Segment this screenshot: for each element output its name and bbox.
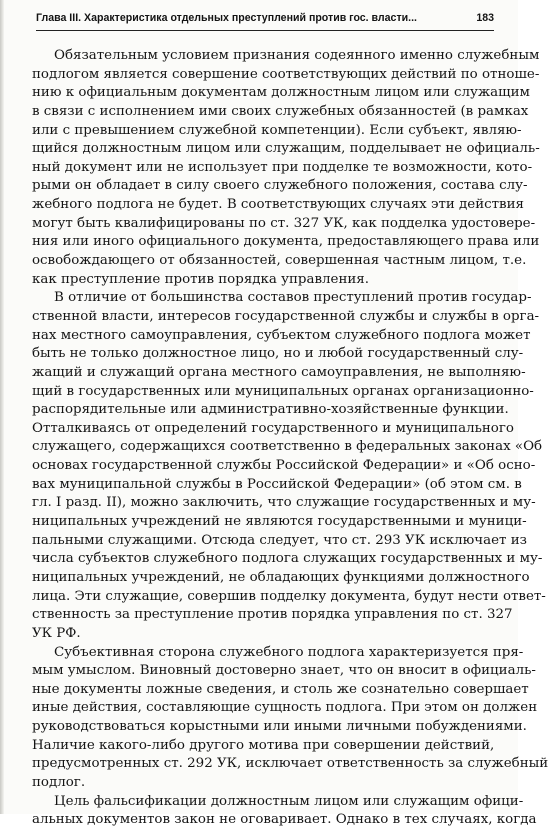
text-line: ниципальных учреждений, не обладающих функциями должностного [32,569,530,585]
text-line: как преступление против порядка управления. [32,271,370,287]
text-line: гл. I разд. II), можно заключить, что служащие государственных и му- [32,495,536,511]
text-line: лица. Эти служащие, совершив подделку документа, будут нести ответ- [32,588,546,604]
text-line: ственность за преступление против порядка управления по ст. 327 [32,607,513,623]
text-line: ные документы ложные сведения, и столь же сознательно совершает [32,681,529,697]
text-line: подлог. [32,774,86,790]
text-line: альных документов закон не оговаривает. Однако в тех случаях, когда [32,812,537,828]
text-line: ния или иного официального документа, предоставляющего права или [32,234,540,250]
text-line: быть не только должностное лицо, но и любой государственный слу- [32,346,524,362]
text-line: Обязательным условием признания содеянного именно служебным [54,48,540,63]
text-line: Субъективная сторона служебного подлога характеризуется пря- [54,644,524,660]
text-line: ниципальных учреждений не являются государственными и муници- [32,514,527,530]
text-line: в связи с исполнением ими своих служебных обязанностей (в рамках [32,103,529,119]
text-line: нах местного самоуправления, субъектом служебного подлога может [32,327,531,343]
chapter-title: Глава III. Характеристика отдельных преступлений против гос. власти... [36,12,417,24]
text-line: служащего, содержащихся соответственно в федеральных законах «Об [32,439,543,455]
text-line: Цель фальсификации должностным лицом или служащим офици- [54,793,524,809]
text-line: жащий и служащий органа местного самоуправления, не выполняю- [32,364,526,380]
text-line: Отталкиваясь от определений государственного и муниципального [32,420,514,436]
text-line: освобождающего от обязанностей, совершенная частным лицом, т.е. [32,253,527,269]
text-line: или с превышением служебной компетенции). Если субъект, являю- [32,122,522,138]
text-line: мым умыслом. Виновный достоверно знает, что он вносит в официаль- [32,663,536,679]
text-line: В отличие от большинства составов преступлений против государ- [54,290,532,306]
running-header [36,10,494,28]
text-line: вах муниципальной службы в Российской Федерации» (об этом см. в [32,476,522,492]
text-line: предусмотренных ст. 292 УК, исключает ответственность за служебный [32,756,548,772]
page-gutter-edge [0,0,4,814]
page-number: 183 [476,12,494,24]
text-line: нию к официальным документам должностным лицом или служащим [32,85,530,101]
text-line: пальными служащими. Отсюда следует, что ст. 293 УК исключает из [32,532,527,548]
paragraph [32,644,548,793]
text-line: иные действия, составляющие сущность подлога. При этом он должен [32,700,538,716]
text-line: распорядительные или административно-хозяйственные функции. [32,402,509,418]
text-line: ный документ или не использует при подделке те возможности, кото- [32,159,533,175]
header-rule [36,30,494,31]
text-line: Наличие какого-либо другого мотива при совершении действий, [32,737,495,753]
paragraph [32,793,537,830]
text-line: рыми он обладает в силу своего служебного положения, состава слу- [32,178,528,194]
text-line: жебного подлога не будет. В соответствующих случаях эти действия [32,197,524,213]
text-line: УК РФ. [32,625,81,641]
text-line: основах государственной службы Российской Федерации» и «Об осно- [32,458,536,474]
text-line: руководствоваться корыстными или иными личными побуждениями. [32,719,527,735]
body-text [32,47,548,828]
text-line: могут быть квалифицированы по ст. 327 УК, как подделка удостовере- [32,215,536,231]
text-line: щий в государственных или муниципальных органах организационно- [32,383,534,399]
text-line: ственной власти, интересов государственной службы и службы в орга- [32,308,540,324]
text-line: подлогом является совершение соответствующих действий по отноше- [32,66,540,82]
paragraph [32,289,546,643]
text-line: числа субъектов служебного подлога служащих государственных и му- [32,551,543,567]
paragraph [32,47,540,289]
text-line: щийся должностным лицом или служащим, подделывает не официаль- [32,141,540,157]
